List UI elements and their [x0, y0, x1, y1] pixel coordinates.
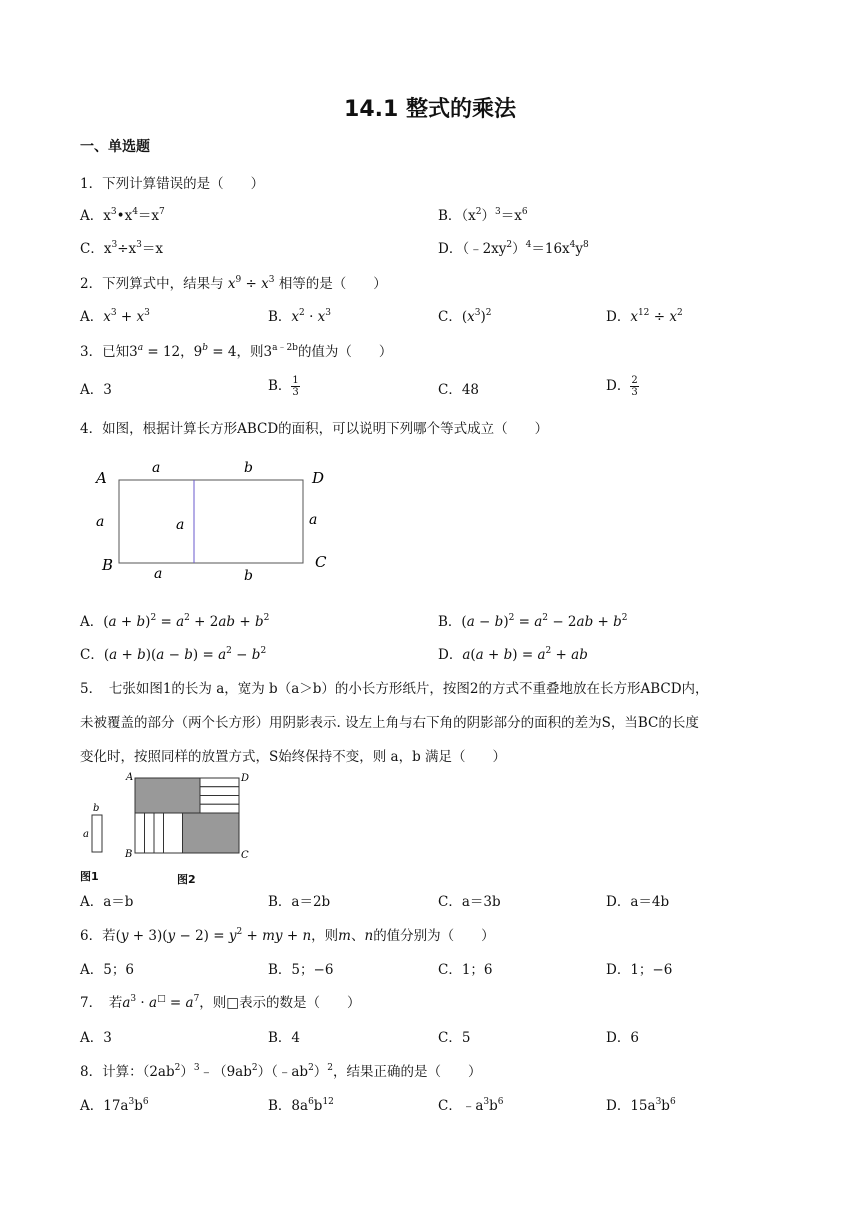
- q1-option-b[interactable]: B．$(x^2)^3=x^6$: [438, 207, 528, 224]
- q4-stem: 4．如图，根据计算长方形ABCD的面积，可以说明下列哪个等式成立（ ）: [80, 421, 549, 437]
- label-B: B: [102, 556, 114, 574]
- q2-option-d[interactable]: D．$x^{12} \div x^2$: [606, 308, 683, 325]
- q4-option-a[interactable]: A．$(a + b)^2 = a^2 + 2ab + b^2$: [80, 613, 270, 630]
- q8-option-c[interactable]: C．$﹣a^3b^6$: [438, 1097, 504, 1114]
- svg-text:a: a: [309, 512, 318, 528]
- q7-option-c[interactable]: C．5: [438, 1030, 471, 1046]
- q2-option-b[interactable]: B．$x^2 \cdot x^3$: [268, 308, 332, 325]
- svg-text:A: A: [126, 772, 134, 783]
- svg-text:a: a: [83, 829, 89, 840]
- q5-line2: 未被覆盖的部分（两个长方形）用阴影表示. 设左上角与右下角的阴影部分的面积的差为S，当BC的长度: [80, 715, 699, 731]
- q1-option-c[interactable]: C．$x^3\div x^3=x$: [80, 240, 163, 257]
- svg-text:a: a: [154, 566, 163, 582]
- q3-option-d[interactable]: D． $\frac{2}{3}$: [606, 375, 638, 398]
- q1-stem: 1．下列计算错误的是（ ）: [80, 176, 265, 192]
- svg-text:D: D: [241, 773, 250, 784]
- page-title: 14.1 整式的乘法: [344, 97, 516, 122]
- q2-option-a[interactable]: A．$x^3 + x^3$: [80, 308, 150, 325]
- q8-option-d[interactable]: D．$15a^3b^6$: [606, 1097, 676, 1114]
- svg-text:b: b: [244, 460, 253, 476]
- q3-option-b[interactable]: B． $\frac{1}{3}$: [268, 375, 299, 398]
- svg-text:b: b: [244, 568, 253, 584]
- q6-option-b[interactable]: B．5；−6: [268, 962, 334, 978]
- q7-option-b[interactable]: B．4: [268, 1030, 301, 1046]
- q5-option-a[interactable]: A．a＝b: [80, 894, 134, 910]
- q4-rectangle-figure: [90, 455, 340, 585]
- q5-line1: 5． 七张如图1的长为 a，宽为 b（a＞b）的小长方形纸片，按图2的方式不重叠地放在长方形ABCD内，: [80, 681, 709, 697]
- q5-line3: 变化时，按照同样的放置方式，S始终保持不变，则 a，b 满足（ ）: [80, 749, 507, 765]
- q5-option-d[interactable]: D．a＝4b: [606, 894, 670, 910]
- label-C: C: [315, 553, 327, 571]
- svg-text:C: C: [241, 850, 249, 861]
- q8-option-a[interactable]: A．$17a^3b^6$: [80, 1097, 149, 1114]
- q5-option-c[interactable]: C．a＝3b: [438, 894, 501, 910]
- q6-stem: 6．若$(y + 3)(y - 2) = y^2$ + my + n，则m、n的值分别为（ ）: [80, 927, 495, 944]
- label-D: D: [312, 469, 325, 487]
- q8-stem: 8．计算：$(2ab^2)^3﹣(9ab^2)(﹣ab^2)^2$，结果正确的是（ ）: [80, 1063, 482, 1080]
- q6-option-a[interactable]: A．5；6: [80, 962, 134, 978]
- q2-option-c[interactable]: C．$(x^3)^2$: [438, 308, 492, 325]
- svg-text:b: b: [93, 803, 100, 814]
- q2-stem: 2．下列算式中，结果与 $x^9 \div x^3$ 相等的是（ ）: [80, 275, 387, 292]
- q5-fig2-caption: 图2: [177, 873, 196, 886]
- svg-text:a: a: [152, 460, 161, 476]
- q7-option-a[interactable]: A．3: [80, 1030, 112, 1046]
- q5-option-b[interactable]: B．a＝2b: [268, 894, 331, 910]
- q4-option-b[interactable]: B．$(a - b)^2 = a^2 - 2ab + b^2$: [438, 613, 628, 630]
- q4-option-d[interactable]: D．$a(a + b) = a^2$ + ab: [438, 646, 588, 663]
- label-A: A: [96, 469, 107, 487]
- svg-text:a: a: [176, 517, 185, 533]
- q3-option-c[interactable]: C．48: [438, 382, 480, 398]
- q3-stem: 3．已知$3^a = 12$，$9^b = 4$，则$3^{a﹣2b}$的值为（ ）: [80, 343, 393, 360]
- q7-stem: 7． 若$a^3 \cdot a^□ = a^7$，则□表示的数是（ ）: [80, 994, 361, 1011]
- q4-option-c[interactable]: C．$(a + b)(a - b) = a^2 - b^2$: [80, 646, 267, 663]
- q6-option-d[interactable]: D．1；−6: [606, 962, 673, 978]
- q5-figures: [80, 768, 270, 886]
- q1-option-a[interactable]: A．$x^3•x^4=x^7$: [80, 207, 165, 224]
- q5-fig1-caption: 图1: [80, 870, 99, 883]
- section-heading: 一、单选题: [80, 139, 150, 155]
- svg-text:a: a: [96, 514, 105, 530]
- q7-option-d[interactable]: D．6: [606, 1030, 639, 1046]
- q3-option-a[interactable]: A．3: [80, 382, 112, 398]
- svg-text:B: B: [125, 849, 133, 860]
- q6-option-c[interactable]: C．1；6: [438, 962, 493, 978]
- q1-option-d[interactable]: D．$(﹣2xy^2)^4=16x^4y^8$: [438, 240, 589, 257]
- q8-option-b[interactable]: B．$8a^6b^{12}$: [268, 1097, 334, 1114]
